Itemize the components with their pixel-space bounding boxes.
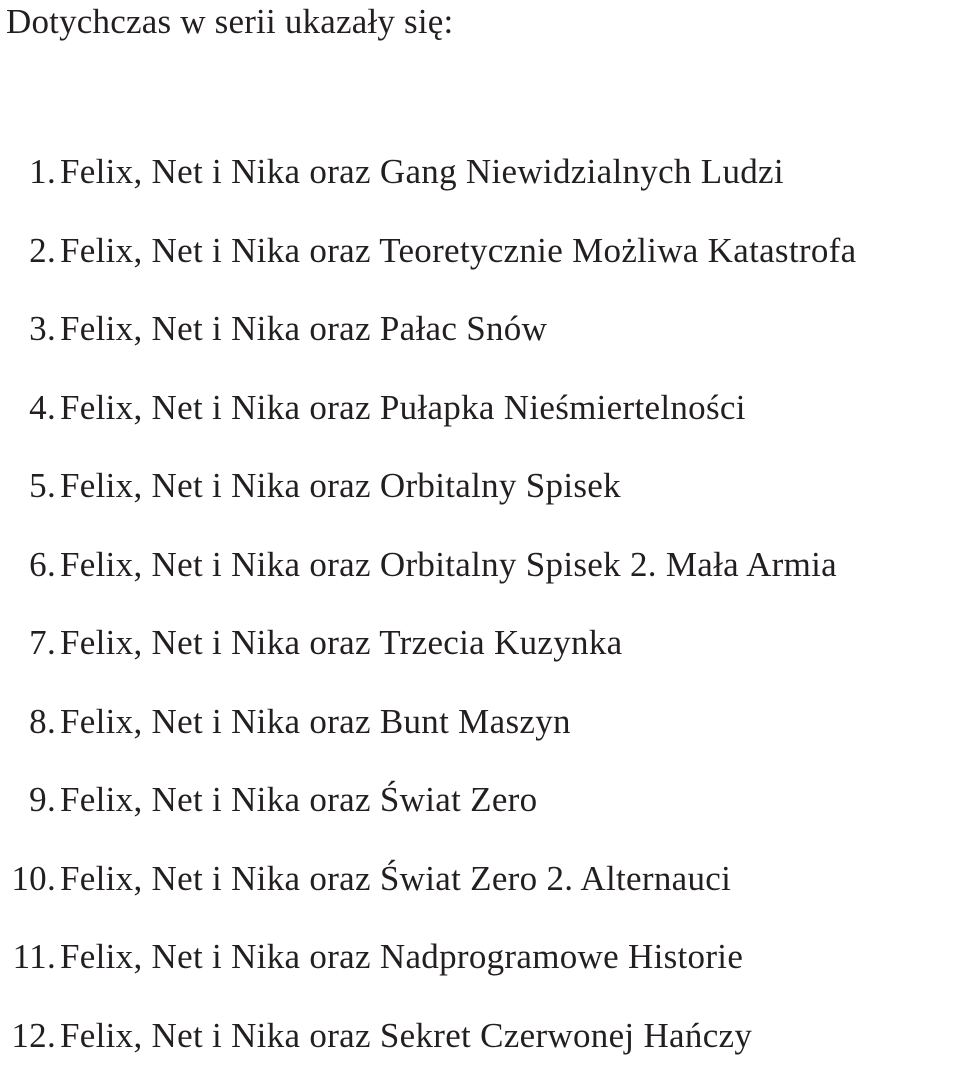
- item-number: 4.: [0, 386, 60, 430]
- item-number: 5.: [0, 464, 60, 508]
- list-item: [0, 621, 856, 700]
- item-number: 9.: [0, 778, 60, 822]
- item-title: Felix, Net i Nika oraz Pałac Snów: [60, 307, 547, 351]
- item-number: 7.: [0, 621, 60, 665]
- list-item: [0, 386, 856, 465]
- list-item: [0, 543, 856, 622]
- item-title: Felix, Net i Nika oraz Świat Zero 2. Alternauci: [60, 857, 731, 901]
- item-title: Felix, Net i Nika oraz Bunt Maszyn: [60, 700, 571, 744]
- item-title: Felix, Net i Nika oraz Sekret Czerwonej Hańczy: [60, 1014, 752, 1058]
- list-item: [0, 307, 856, 386]
- list-item: [0, 700, 856, 779]
- item-title: Felix, Net i Nika oraz Teoretycznie Możliwa Katastrofa: [60, 229, 856, 273]
- item-number: 12.: [0, 1014, 60, 1058]
- item-number: 10.: [0, 857, 60, 901]
- item-title: Felix, Net i Nika oraz Orbitalny Spisek: [60, 464, 621, 508]
- item-number: 2.: [0, 229, 60, 273]
- item-title: Felix, Net i Nika oraz Trzecia Kuzynka: [60, 621, 623, 665]
- list-item: [0, 464, 856, 543]
- item-number: 6.: [0, 543, 60, 587]
- book-list: [0, 150, 856, 1092]
- list-item: [0, 778, 856, 857]
- list-item: [0, 857, 856, 936]
- list-item: [0, 1014, 856, 1092]
- item-title: Felix, Net i Nika oraz Świat Zero: [60, 778, 537, 822]
- item-number: 11.: [0, 935, 60, 979]
- list-item: [0, 150, 856, 229]
- item-number: 3.: [0, 307, 60, 351]
- item-title: Felix, Net i Nika oraz Orbitalny Spisek 2. Mała Armia: [60, 543, 837, 587]
- list-item: [0, 935, 856, 1014]
- item-number: 8.: [0, 700, 60, 744]
- item-title: Felix, Net i Nika oraz Gang Niewidzialnych Ludzi: [60, 150, 784, 194]
- item-number: 1.: [0, 150, 60, 194]
- item-title: Felix, Net i Nika oraz Pułapka Nieśmiertelności: [60, 386, 746, 430]
- item-title: Felix, Net i Nika oraz Nadprogramowe Historie: [60, 935, 743, 979]
- page-heading: Dotychczas w serii ukazały się:: [6, 0, 453, 44]
- list-item: [0, 229, 856, 308]
